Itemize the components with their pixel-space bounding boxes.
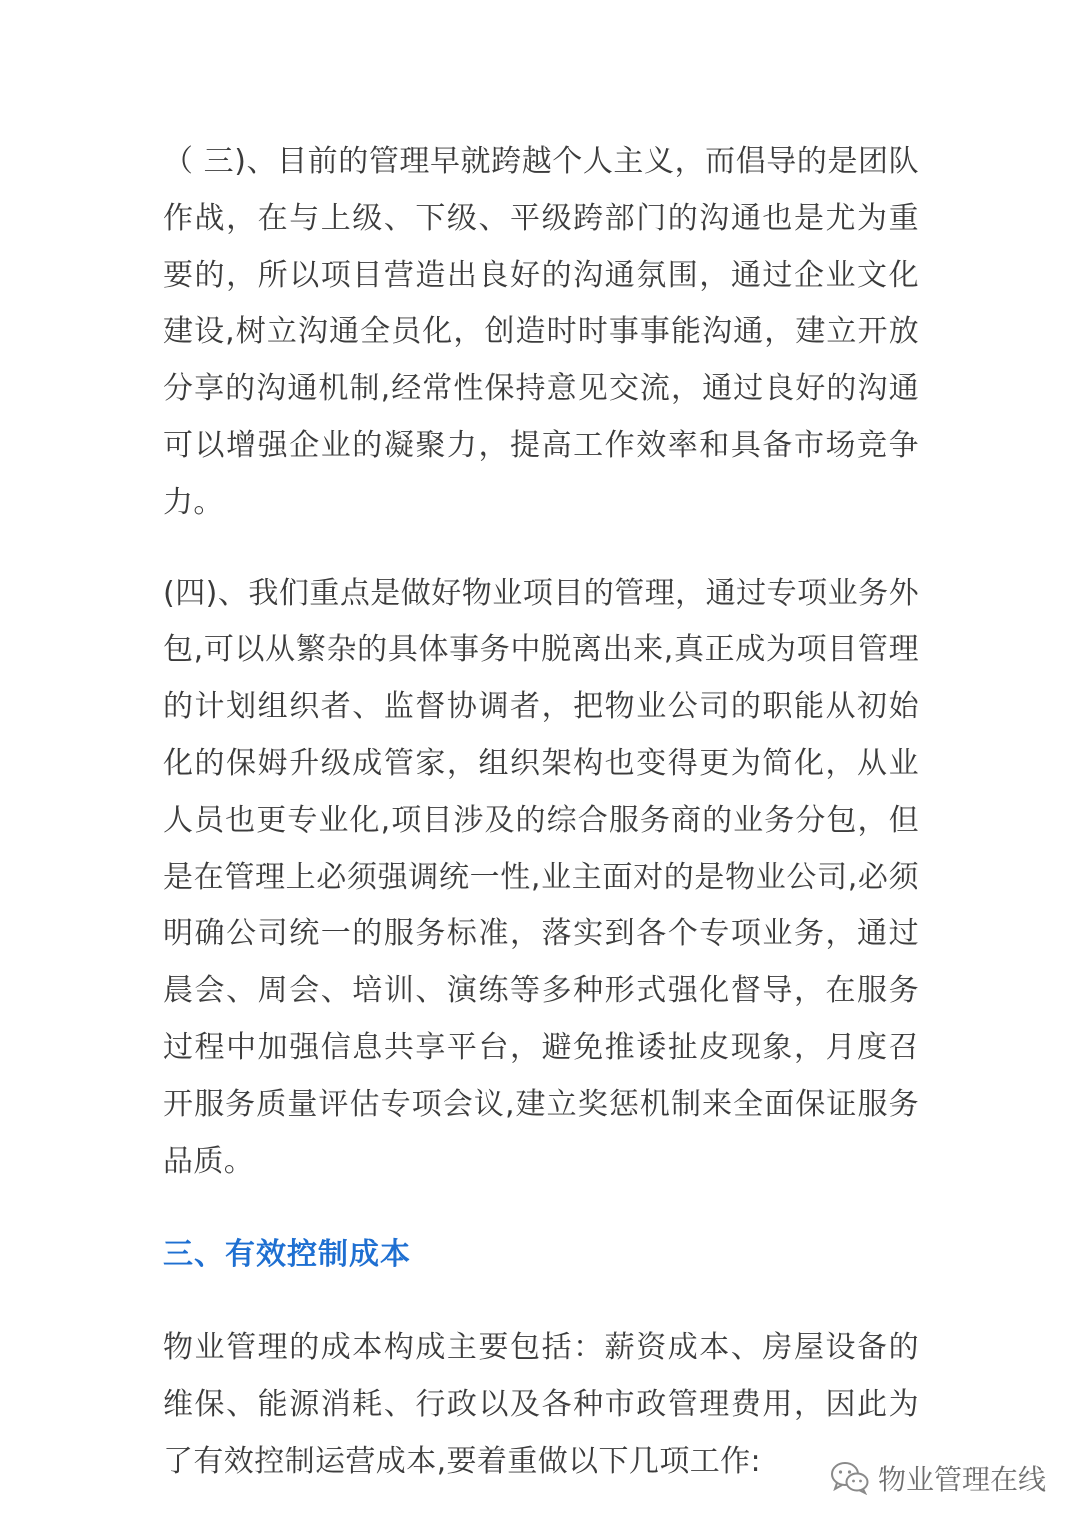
- paragraph-4: (四)、我们重点是做好物业项目的管理，通过专项业务外包,可以从繁杂的具体事务中脱离出来,真正成为项目管理的计划组织者、监督协调者，把物业公司的职能从初始化的保姆升级成管家，组织架构也变得更为简化，从业人员也更专业化,项目涉及的综合服务商的业务分包，但是在管理上必须强调统一性,业主面对的是物业公司,必须明确公司统一的服务标准，落实到各个专项业务，通过晨会、周会、培训、演练等多种形式强化督导，在服务过程中加强信息共享平台，避免推诿扯皮现象，月度召开服务质量评估专项会议,建立奖惩机制来全面保证服务品质。: [163, 575, 919, 1179]
- paragraph-3: （ 三)、目前的管理早就跨越个人主义，而倡导的是团队作战，在与上级、下级、平级跨部门的沟通也是尤为重要的，所以项目营造出良好的沟通氛围，通过企业文化建设,树立沟通全员化，创造时时事事能沟通，建立开放分享的沟通机制,经常性保持意见交流，通过良好的沟通可以增强企业的凝聚力，提高工作效率和具备市场竞争力。: [163, 144, 919, 520]
- article-body: [163, 134, 919, 1491]
- watermark-text: 物业管理在线: [877, 1463, 1046, 1496]
- section-heading: 三、有效控制成本: [163, 1237, 411, 1273]
- watermark: [830, 1458, 1046, 1498]
- wechat-icon: [830, 1461, 870, 1495]
- section-paragraph: 物业管理的成本构成主要包括：薪资成本、房屋设备的维保、能源消耗、行政以及各种市政管理费用，因此为了有效控制运营成本,要着重做以下几项工作:: [163, 1330, 919, 1479]
